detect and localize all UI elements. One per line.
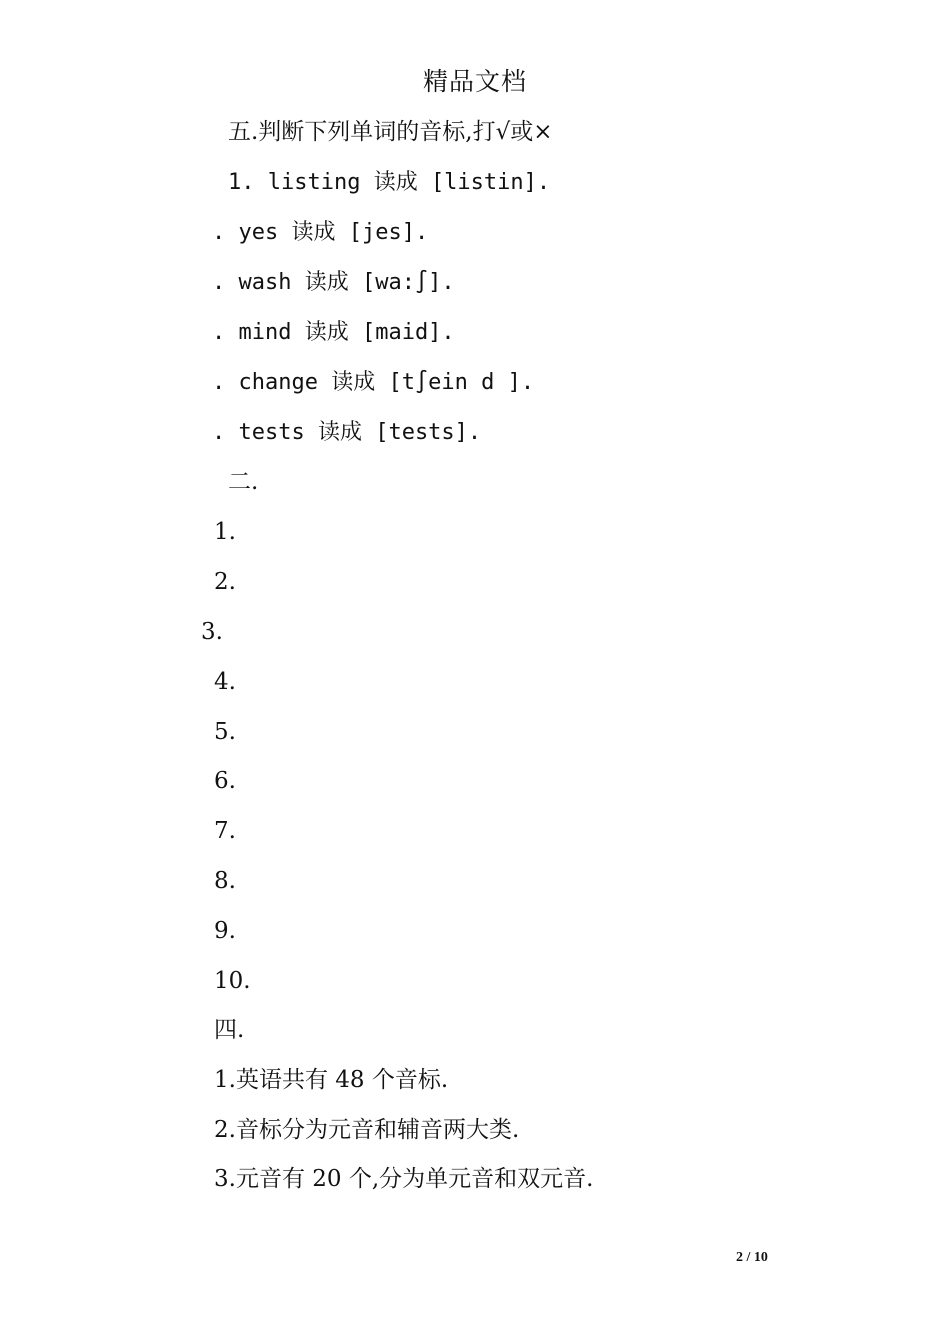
section-5-heading: 五.判断下列单词的音标,打√或×	[228, 119, 553, 145]
list-item: 6.	[214, 768, 236, 794]
list-item: 10.	[214, 968, 251, 994]
list-item: . tests 读成 [tests].	[212, 420, 482, 445]
list-item: 2.音标分为元音和辅音两大类.	[214, 1117, 520, 1143]
list-item: 8.	[214, 868, 236, 894]
page-number: 2 / 10	[736, 1250, 768, 1265]
list-item: 5.	[214, 719, 236, 745]
list-item: . yes 读成 [jes].	[212, 220, 429, 245]
list-item: . wash 读成 [wa:∫].	[212, 270, 455, 295]
list-item: 2.	[214, 569, 236, 595]
section-2-heading: 二.	[228, 469, 259, 495]
list-item: 1.英语共有 48 个音标.	[214, 1067, 449, 1093]
list-item: 1.	[214, 519, 236, 545]
list-item: 4.	[214, 669, 236, 695]
list-item: . change 读成 [t∫ein d ].	[212, 370, 535, 395]
list-item: 3.元音有 20 个,分为单元音和双元音.	[214, 1166, 594, 1192]
list-item: 1. listing 读成 [listin].	[228, 170, 551, 195]
list-item: 9.	[214, 918, 236, 944]
section-4-heading: 四.	[214, 1017, 245, 1043]
list-item: 7.	[214, 818, 236, 844]
list-item: . mind 读成 [maid].	[212, 320, 455, 345]
document-header: 精品文档	[422, 67, 527, 96]
list-item: 3.	[201, 619, 223, 645]
